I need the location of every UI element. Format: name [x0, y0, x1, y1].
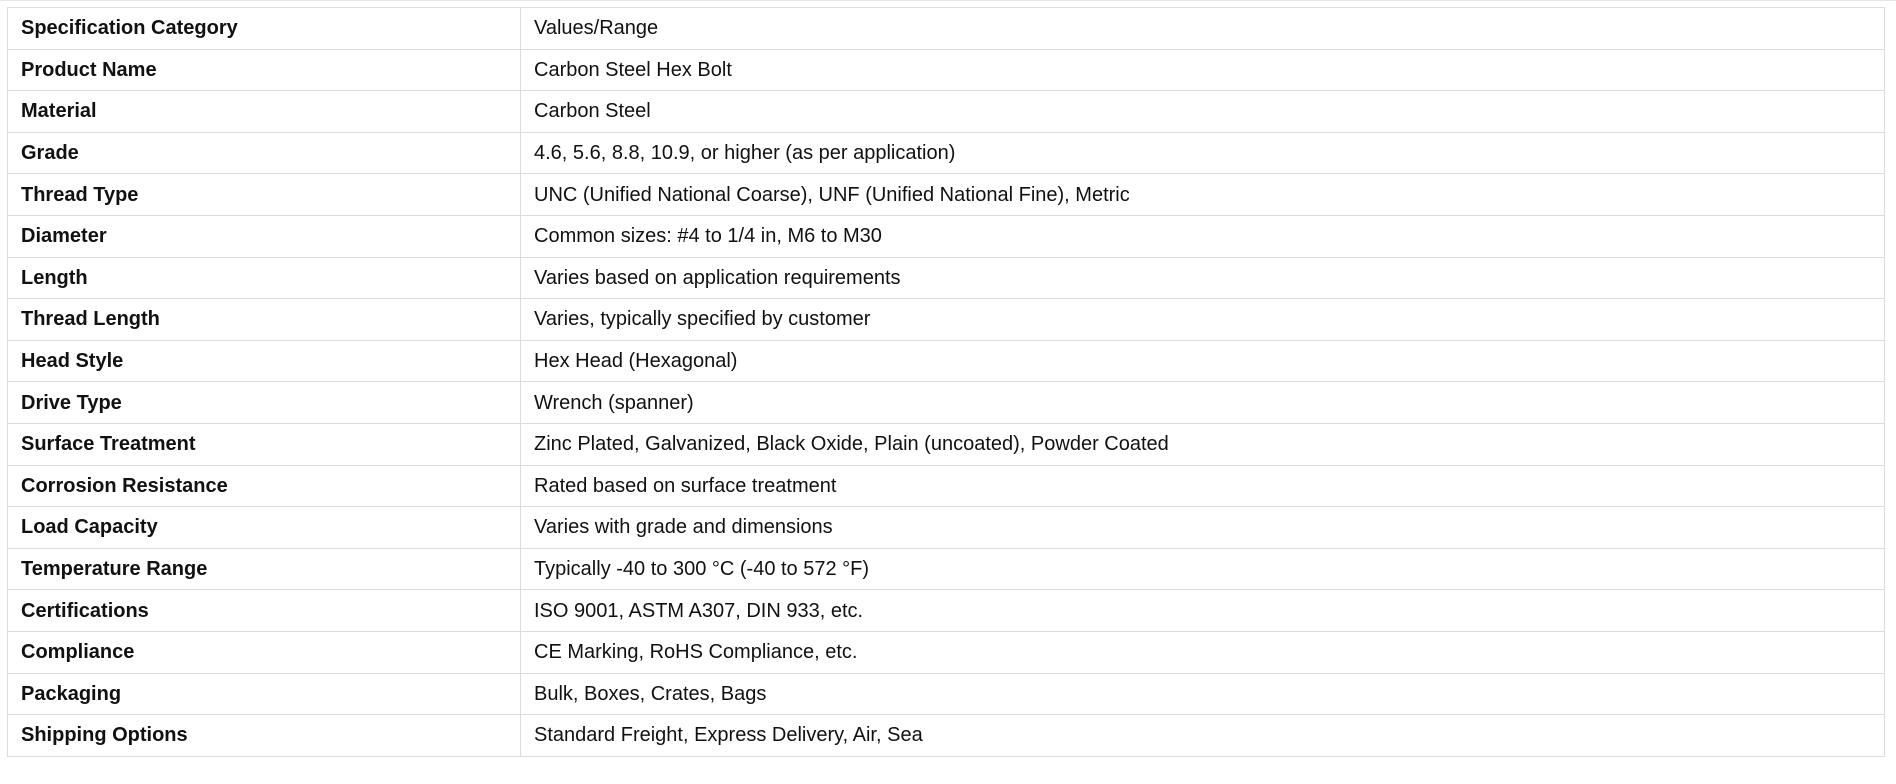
table-row: [8, 299, 1885, 341]
table-row: [8, 340, 1885, 382]
table-row: [8, 132, 1885, 174]
table-row: [8, 423, 1885, 465]
row-label: Shipping Options: [8, 715, 521, 757]
row-value: Varies, typically specified by customer: [521, 299, 1885, 341]
row-label: Grade: [8, 132, 521, 174]
row-value: Common sizes: #4 to 1/4 in, M6 to M30: [521, 215, 1885, 257]
row-label: Corrosion Resistance: [8, 465, 521, 507]
row-value: Wrench (spanner): [521, 382, 1885, 424]
row-label: Compliance: [8, 631, 521, 673]
row-label: Thread Type: [8, 174, 521, 216]
row-label: Diameter: [8, 215, 521, 257]
row-value: CE Marking, RoHS Compliance, etc.: [521, 631, 1885, 673]
row-value: Typically -40 to 300 °C (-40 to 572 °F): [521, 548, 1885, 590]
table-row: [8, 49, 1885, 91]
row-label: Length: [8, 257, 521, 299]
row-value: Bulk, Boxes, Crates, Bags: [521, 673, 1885, 715]
row-label: Drive Type: [8, 382, 521, 424]
row-value: Varies with grade and dimensions: [521, 507, 1885, 549]
row-label: Packaging: [8, 673, 521, 715]
table-row: [8, 673, 1885, 715]
row-value: Rated based on surface treatment: [521, 465, 1885, 507]
table-row: [8, 590, 1885, 632]
row-value: Standard Freight, Express Delivery, Air, Sea: [521, 715, 1885, 757]
table-row: [8, 257, 1885, 299]
row-label: Surface Treatment: [8, 423, 521, 465]
row-value: Carbon Steel: [521, 91, 1885, 133]
row-value: Hex Head (Hexagonal): [521, 340, 1885, 382]
table-row: [8, 507, 1885, 549]
row-label: Temperature Range: [8, 548, 521, 590]
spec-table-body: [8, 8, 1885, 757]
row-value: Values/Range: [521, 8, 1885, 50]
row-label: Specification Category: [8, 8, 521, 50]
row-label: Head Style: [8, 340, 521, 382]
row-value: UNC (Unified National Coarse), UNF (Unified National Fine), Metric: [521, 174, 1885, 216]
top-divider: [0, 0, 1896, 1]
row-label: Thread Length: [8, 299, 521, 341]
table-row: [8, 91, 1885, 133]
row-value: Zinc Plated, Galvanized, Black Oxide, Plain (uncoated), Powder Coated: [521, 423, 1885, 465]
row-value: 4.6, 5.6, 8.8, 10.9, or higher (as per application): [521, 132, 1885, 174]
row-value: Carbon Steel Hex Bolt: [521, 49, 1885, 91]
table-row: [8, 382, 1885, 424]
spec-table: [7, 7, 1885, 757]
row-value: Varies based on application requirements: [521, 257, 1885, 299]
table-row: [8, 465, 1885, 507]
row-label: Material: [8, 91, 521, 133]
row-label: Product Name: [8, 49, 521, 91]
row-value: ISO 9001, ASTM A307, DIN 933, etc.: [521, 590, 1885, 632]
table-row: [8, 215, 1885, 257]
table-row: [8, 715, 1885, 757]
table-row: [8, 548, 1885, 590]
table-row: [8, 8, 1885, 50]
table-row: [8, 631, 1885, 673]
table-row: [8, 174, 1885, 216]
row-label: Load Capacity: [8, 507, 521, 549]
row-label: Certifications: [8, 590, 521, 632]
